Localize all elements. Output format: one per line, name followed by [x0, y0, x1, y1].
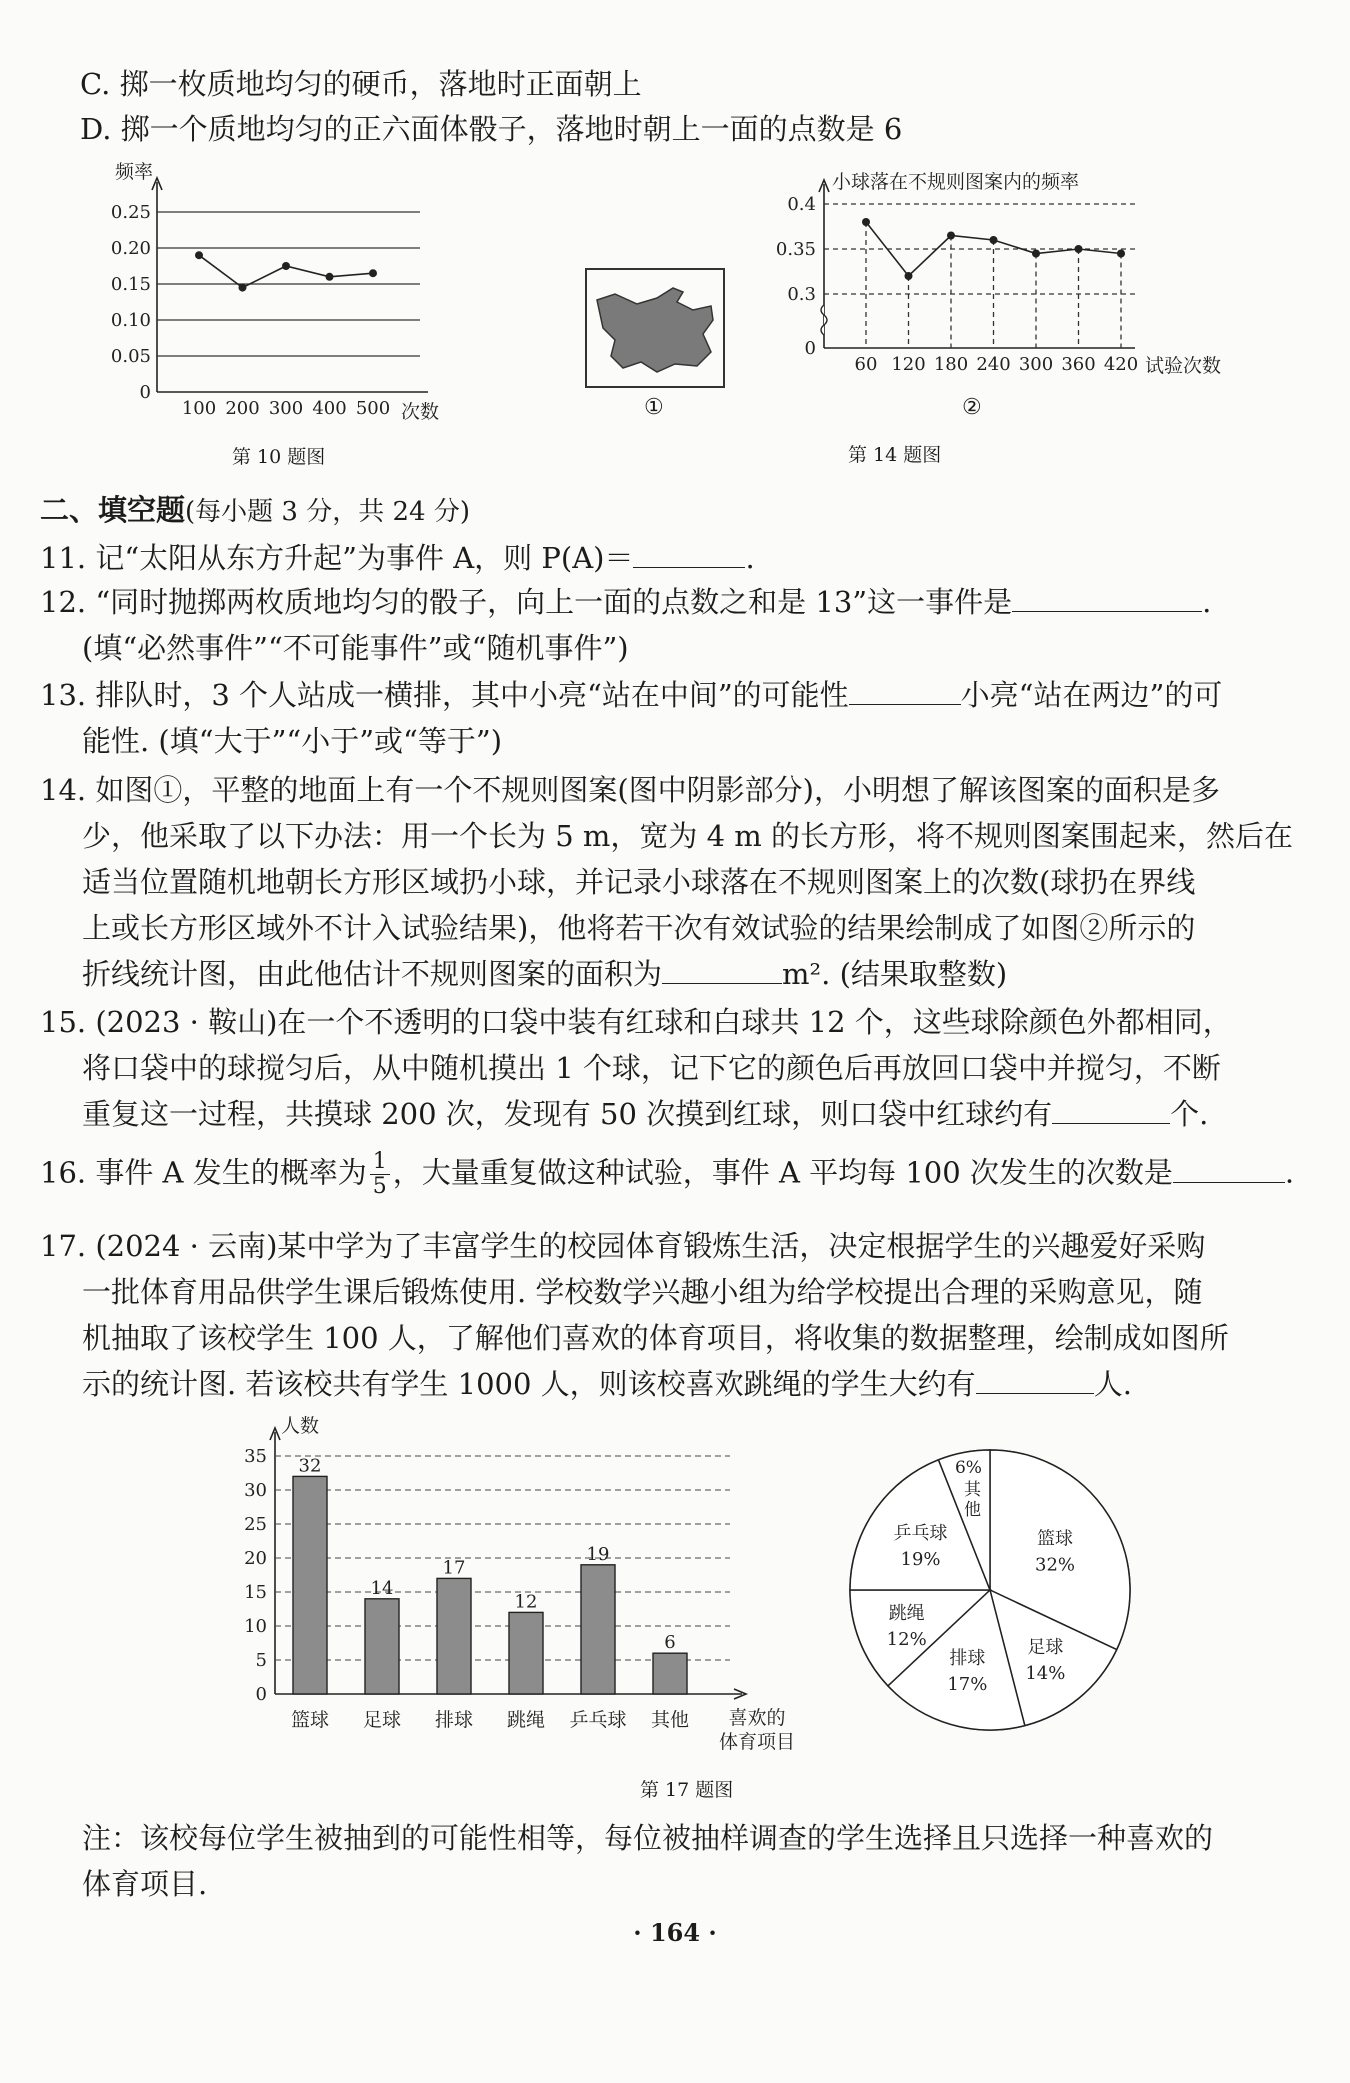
q12-line2: (填“必然事件”“不可能事件”或“随机事件”) — [82, 631, 629, 665]
answer-blank-11[interactable] — [633, 537, 745, 568]
pie-pct-label: 6% — [954, 1458, 982, 1479]
q15-line3a: 重复这一过程，共摸球 200 次，发现有 50 次摸到红球，则口袋中红球约有 — [82, 1097, 1053, 1131]
x-tick-label: 300 — [1018, 354, 1054, 375]
bar — [653, 1653, 687, 1694]
q14-line5b: m². (结果取整数) — [782, 957, 1008, 991]
y-tick-label: 20 — [244, 1548, 267, 1569]
q17-line1: 17. (2024 · 云南)某中学为了丰富学生的校园体育锻炼生活，决定根据学生的兴趣爱好采购 — [40, 1229, 1206, 1263]
panel2-label: ② — [962, 395, 982, 420]
option-d: D. 掷一个质地均匀的正六面体骰子，落地时朝上一面的点数是 6 — [80, 112, 903, 146]
pie-pct-label: 32% — [1035, 1554, 1076, 1576]
shaded-pattern — [597, 288, 713, 372]
x-tick-label: 300 — [268, 398, 304, 419]
answer-blank-16[interactable] — [1173, 1152, 1285, 1183]
pie-slice-label: 跳绳 — [888, 1602, 925, 1624]
q14-line5 — [82, 952, 1007, 996]
data-label: 17 — [442, 1557, 466, 1579]
x-tick-label: 200 — [225, 398, 260, 419]
fig14-chart — [775, 170, 1222, 420]
fig10-caption: 第 10 题图 — [232, 446, 326, 468]
q13-line1a: 13. 排队时，3 个人站成一横排，其中小亮“站在中间”的可能性 — [40, 678, 849, 712]
pie-pct-label: 14% — [1025, 1662, 1066, 1684]
q13-line1b: 小亮“站在两边”的可 — [960, 678, 1223, 712]
data-point — [369, 269, 377, 277]
fraction-numerator: 1 — [370, 1150, 390, 1175]
q17-line2: 一批体育用品供学生课后锻炼使用. 学校数学兴趣小组为给学校提出合理的采购意见，随 — [82, 1275, 1203, 1309]
q12-end: . — [1202, 585, 1212, 619]
panel1-label: ① — [644, 395, 664, 420]
q16-end: . — [1284, 1155, 1295, 1190]
q15-line1: 15. (2023 · 鞍山)在一个不透明的口袋中装有红球和白球共 12 个，这些球除颜色外都相同， — [40, 1005, 1232, 1039]
y-tick-label: 0.15 — [110, 274, 151, 295]
y-tick-label: 0 — [139, 382, 151, 403]
q12-line1: 12. “同时抛掷两枚质地均匀的骰子，向上一面的点数之和是 13”这一事件是 — [40, 585, 1013, 619]
y-tick-label: 0.3 — [787, 284, 816, 305]
q11-text: 11. 记“太阳从东方升起”为事件 A，则 P(A)＝ — [40, 541, 634, 575]
fraction-denominator: 5 — [372, 1174, 387, 1199]
section-title: 二、填空题 — [40, 493, 186, 527]
question-13 — [40, 673, 1222, 717]
y-tick-label: 0.25 — [110, 202, 151, 223]
bar — [581, 1565, 615, 1694]
q17-line3: 机抽取了该校学生 100 人，了解他们喜欢的体育项目，将收集的数据整理，绘制成如图所 — [82, 1321, 1229, 1355]
q15-line2: 将口袋中的球搅匀后，从中随机摸出 1 个球，记下它的颜色后再放回口袋中并搅匀，不断 — [82, 1051, 1221, 1085]
y-tick-label: 25 — [244, 1514, 267, 1535]
q15-line3b: 个. — [1170, 1097, 1209, 1131]
x-tick-label: 篮球 — [290, 1709, 330, 1731]
data-point — [1117, 250, 1125, 258]
data-point — [990, 236, 998, 244]
x-tick-label: 500 — [355, 398, 391, 419]
pie-slice-label: 他 — [963, 1500, 981, 1521]
y-tick-label: 0 — [255, 1684, 267, 1705]
bar — [437, 1578, 471, 1694]
y-tick-label: 15 — [244, 1582, 267, 1603]
q16-text-a: 16. 事件 A 发生的概率为 — [40, 1155, 367, 1190]
bar — [509, 1612, 543, 1694]
y-axis-label: 频率 — [115, 161, 154, 183]
irregular-pattern-figure — [585, 268, 725, 388]
data-point — [195, 251, 203, 259]
q13-line2: 能性. (填“大于”“小于”或“等于”) — [82, 724, 503, 758]
answer-blank-13[interactable] — [849, 674, 961, 705]
q17-line4b: 人. — [1093, 1367, 1132, 1401]
data-point — [905, 272, 913, 280]
pie-pct-label: 12% — [886, 1628, 927, 1650]
chart-title: 小球落在不规则图案内的频率 — [832, 171, 1080, 193]
data-point — [239, 284, 247, 292]
pie-slice-label: 排球 — [949, 1647, 986, 1669]
x-tick-label: 360 — [1061, 354, 1096, 375]
pie-slice-label: 乒乓球 — [893, 1522, 948, 1544]
pie-pct-label: 17% — [947, 1673, 988, 1695]
y-tick-label: 5 — [255, 1650, 267, 1671]
q11-end: . — [745, 541, 755, 575]
y-tick-label: 30 — [244, 1480, 267, 1501]
data-point — [947, 232, 955, 240]
answer-blank-12[interactable] — [1012, 581, 1202, 612]
q16-text-b: ，大量重复做这种试验，事件 A 平均每 100 次发生的次数是 — [392, 1155, 1173, 1190]
x-axis-label: 试验次数 — [1145, 355, 1222, 377]
x-tick-label: 400 — [312, 398, 347, 419]
data-point — [1075, 245, 1083, 253]
x-tick-label: 排球 — [434, 1709, 474, 1731]
y-tick-label: 0 — [804, 338, 816, 359]
fig17-pie-chart — [840, 1440, 1140, 1740]
y-tick-label: 0.4 — [787, 194, 816, 215]
fraction-one-fifth — [370, 1150, 390, 1199]
data-label: 14 — [370, 1577, 394, 1599]
pie-slice-label: 其 — [963, 1480, 981, 1501]
q17-line4 — [82, 1362, 1132, 1406]
x-axis-label: 体育项目 — [718, 1731, 796, 1753]
data-label: 32 — [298, 1455, 322, 1477]
data-point — [1032, 250, 1040, 258]
x-tick-label: 其他 — [650, 1709, 690, 1731]
y-tick-label: 10 — [244, 1616, 267, 1637]
y-tick-label: 0.20 — [110, 238, 151, 259]
question-16 — [40, 1150, 1294, 1199]
y-tick-label: 0.35 — [775, 239, 816, 260]
data-label: 6 — [664, 1632, 676, 1654]
y-axis-label: 人数 — [281, 1415, 320, 1437]
data-point — [862, 218, 870, 226]
q14-line5a: 折线统计图，由此他估计不规则图案的面积为 — [82, 957, 663, 991]
pie-pct-label: 19% — [900, 1548, 941, 1570]
axis-break-mark — [821, 305, 827, 335]
y-tick-label: 35 — [244, 1446, 267, 1467]
q14-line1: 14. 如图①，平整的地面上有一个不规则图案(图中阴影部分)，小明想了解该图案的面积是多 — [40, 773, 1220, 807]
q14-line4: 上或长方形区域外不计入试验结果)，他将若干次有效试验的结果绘制成了如图②所示的 — [82, 911, 1196, 945]
x-tick-label: 60 — [854, 354, 878, 375]
section-header — [40, 488, 470, 534]
fig17-bar-chart — [225, 1412, 845, 1772]
bar — [293, 1476, 327, 1694]
question-12 — [40, 580, 1211, 624]
bar — [365, 1599, 399, 1694]
x-axis-label: 次数 — [401, 401, 440, 423]
note-line1: 注：该校每位学生被抽到的可能性相等，每位被抽样调查的学生选择且只选择一种喜欢的 — [82, 1821, 1214, 1855]
question-11 — [40, 536, 755, 580]
fig17-caption: 第 17 题图 — [640, 1779, 734, 1801]
data-label: 12 — [514, 1591, 538, 1613]
data-point — [326, 273, 334, 281]
fig14-caption: 第 14 题图 — [848, 444, 942, 466]
q17-line4a: 示的统计图. 若该校共有学生 1000 人，则该校喜欢跳绳的学生大约有 — [82, 1367, 976, 1401]
y-tick-label: 0.10 — [110, 310, 151, 331]
data-label: 19 — [586, 1543, 610, 1565]
pie-slice-label: 足球 — [1027, 1636, 1064, 1658]
answer-blank-15[interactable] — [1052, 1093, 1170, 1124]
x-tick-label: 乒乓球 — [569, 1709, 627, 1731]
page-number: · 164 · — [633, 1918, 717, 1947]
x-tick-label: 180 — [933, 354, 969, 375]
note-line2: 体育项目. — [82, 1867, 208, 1901]
answer-blank-17[interactable] — [976, 1363, 1094, 1394]
q14-line2: 少，他采取了以下办法：用一个长为 5 m，宽为 4 m 的长方形，将不规则图案围起来，然后在 — [82, 819, 1293, 853]
option-c: C. 掷一枚质地均匀的硬币，落地时正面朝上 — [80, 67, 642, 101]
x-tick-label: 120 — [891, 354, 926, 375]
series-line — [199, 255, 373, 287]
fig10-chart — [95, 160, 475, 423]
x-tick-label: 足球 — [362, 1709, 402, 1731]
q14-line3: 适当位置随机地朝长方形区域扔小球，并记录小球落在不规则图案上的次数(球扔在界线 — [82, 865, 1196, 899]
x-tick-label: 100 — [181, 398, 217, 419]
q15-line3 — [82, 1092, 1208, 1136]
answer-blank-14[interactable] — [662, 953, 782, 984]
x-axis-label: 喜欢的 — [728, 1707, 786, 1729]
x-tick-label: 240 — [976, 354, 1011, 375]
data-point — [282, 262, 290, 270]
x-tick-label: 跳绳 — [506, 1709, 546, 1731]
x-tick-label: 420 — [1103, 354, 1139, 375]
section-note: (每小题 3 分，共 24 分) — [185, 497, 470, 527]
y-tick-label: 0.05 — [110, 346, 151, 367]
pie-slice-label: 篮球 — [1037, 1528, 1074, 1550]
